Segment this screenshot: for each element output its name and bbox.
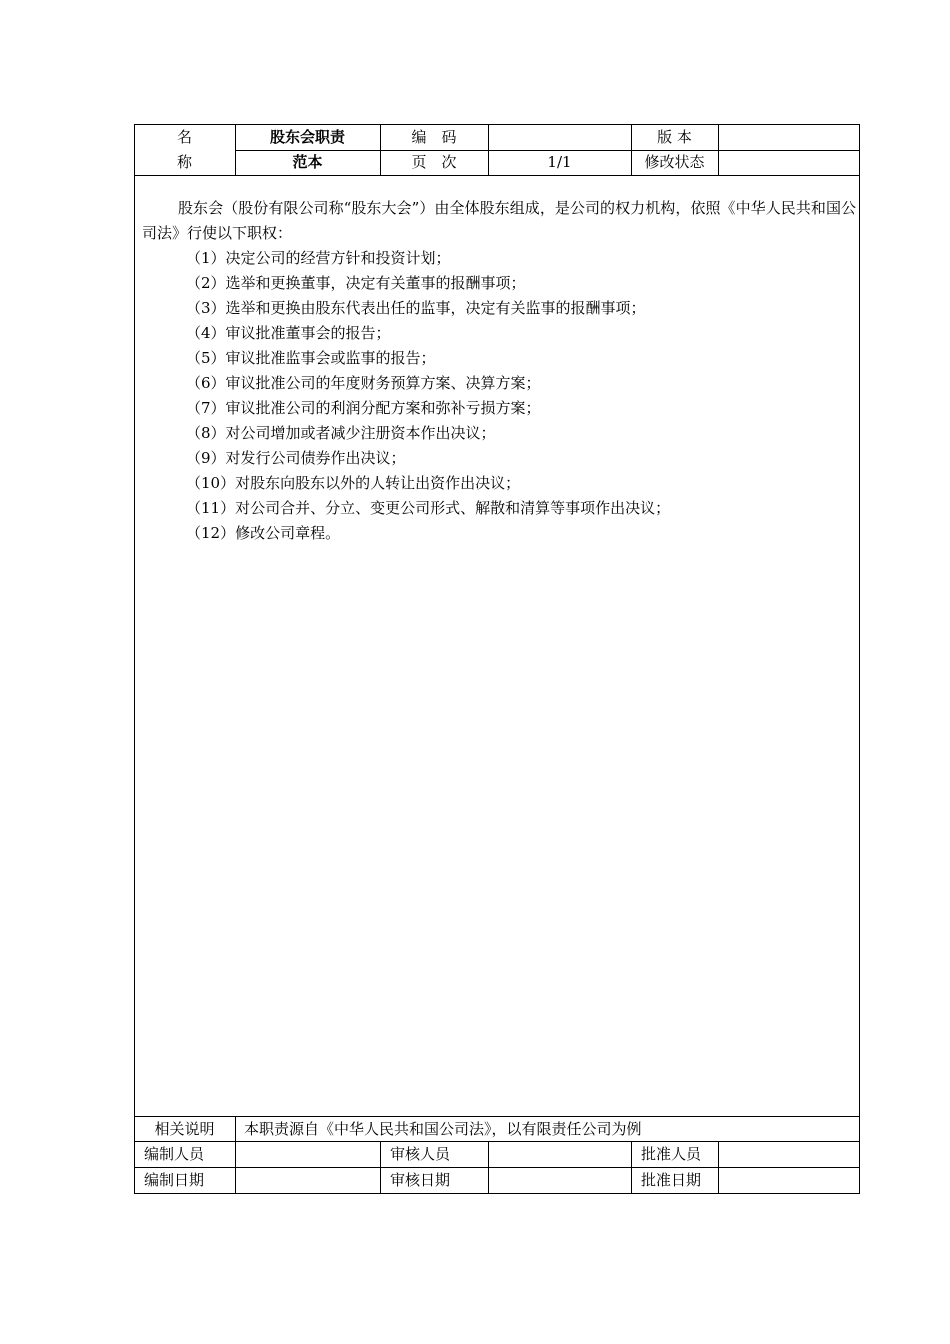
- document-body: [142, 196, 856, 546]
- footer-col-divider-2: [380, 1141, 381, 1194]
- document-title-line1: 股东会职责: [269, 128, 345, 146]
- footer-col-divider-4: [631, 1141, 632, 1194]
- version-label: 版 本: [657, 128, 692, 146]
- revision-label: 修改状态: [644, 153, 705, 171]
- page-value: 1/1: [547, 153, 572, 171]
- list-item: （12）修改公司章程。: [186, 524, 341, 542]
- code-label: 编 码: [411, 128, 457, 146]
- list-item: （7）审议批准公司的利润分配方案和弥补亏损方案；: [186, 399, 541, 417]
- footer-row-divider-2: [134, 1167, 860, 1168]
- header-col-divider-5: [718, 124, 719, 176]
- note-text: 本职责源自《中华人民共和国公司法》，以有限责任公司为例: [244, 1120, 642, 1138]
- list-item: （10）对股东向股东以外的人转让出资作出决议；: [186, 474, 521, 492]
- footer-col-divider-3: [488, 1141, 489, 1194]
- name-label-line1: 名: [176, 128, 192, 146]
- approved-by-label: 批准人员: [641, 1145, 702, 1163]
- page-label: 页 次: [411, 153, 457, 171]
- name-label-line2: 称: [176, 153, 192, 171]
- list-item: （8）对公司增加或者减少注册资本作出决议；: [186, 424, 496, 442]
- document-title-line2: 范本: [292, 153, 323, 171]
- list-item: （1）决定公司的经营方针和投资计划；: [186, 249, 451, 267]
- footer-col-divider-1: [235, 1116, 236, 1194]
- list-item: （4）审议批准董事会的报告；: [186, 324, 391, 342]
- approved-date-label: 批准日期: [641, 1171, 702, 1189]
- list-item: （11）对公司合并、分立、变更公司形式、解散和清算等事项作出决议；: [186, 499, 671, 517]
- list-item: （6）审议批准公司的年度财务预算方案、决算方案；: [186, 374, 541, 392]
- footer-col-divider-5: [718, 1141, 719, 1194]
- prepared-date-label: 编制日期: [144, 1171, 205, 1189]
- list-item: （2）选举和更换董事，决定有关董事的报酬事项；: [186, 274, 526, 292]
- reviewed-date-label: 审核日期: [390, 1171, 451, 1189]
- list-item: （9）对发行公司债券作出决议；: [186, 449, 406, 467]
- intro-paragraph: 股东会（股份有限公司称“股东大会”）由全体股东组成，是公司的权力机构，依照《中华人民共和国公司法》行使以下职权：: [142, 199, 856, 242]
- reviewed-by-label: 审核人员: [390, 1145, 451, 1163]
- header-bottom-border: [134, 175, 860, 176]
- prepared-by-label: 编制人员: [144, 1145, 205, 1163]
- list-item: （5）审议批准监事会或监事的报告；: [186, 349, 436, 367]
- list-item: （3）选举和更换由股东代表出任的监事，决定有关监事的报酬事项；: [186, 299, 646, 317]
- note-label: 相关说明: [154, 1120, 215, 1138]
